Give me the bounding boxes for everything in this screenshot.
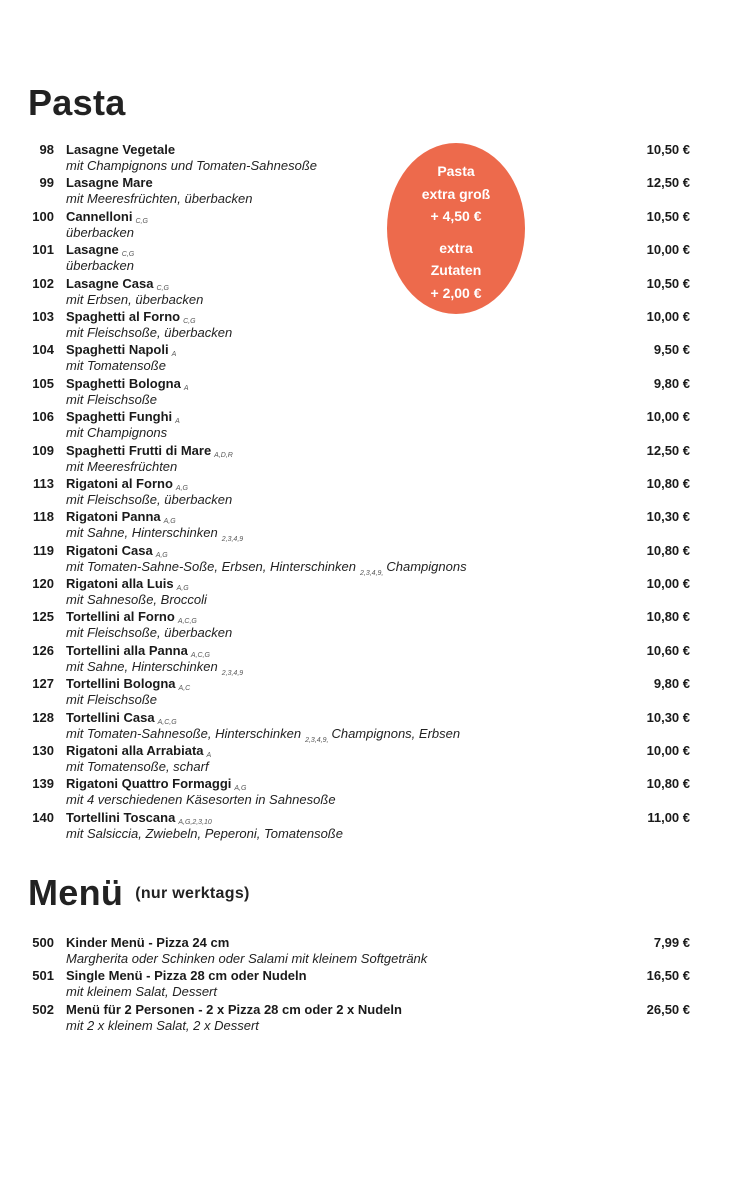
additive-codes: 2,3,4,9, — [305, 736, 329, 744]
item-price: 10,60 € — [646, 642, 690, 658]
item-number: 102 — [32, 275, 54, 291]
description-text: mit Erbsen, überbacken — [66, 291, 204, 307]
menu-item — [0, 968, 754, 1001]
item-name-text: Lasagne — [66, 242, 119, 258]
description-text: überbacken — [66, 224, 134, 240]
menu-item — [0, 810, 754, 843]
item-price: 10,50 € — [646, 208, 690, 224]
menu-item — [0, 476, 754, 509]
item-number: 120 — [32, 576, 54, 592]
description-text: mit Tomaten-Sahne-Soße, Erbsen, Hinterschinken — [66, 558, 356, 574]
item-price: 16,50 € — [646, 968, 690, 984]
allergen-codes: A,D,R — [214, 451, 233, 459]
menu-item — [0, 309, 754, 342]
item-number: 106 — [32, 409, 54, 425]
item-description — [66, 1018, 259, 1034]
item-name — [66, 968, 307, 984]
item-description — [66, 459, 177, 475]
item-price: 10,00 € — [646, 409, 690, 425]
menu-item — [0, 609, 754, 642]
item-number: 104 — [32, 342, 54, 358]
description-text: mit Tomaten-Sahnesoße, Hinterschinken — [66, 725, 302, 741]
item-description — [66, 358, 166, 374]
item-name-text: Single Menü - Pizza 28 cm oder Nudeln — [66, 968, 307, 984]
menu-item — [0, 710, 754, 743]
description-text: Champignons, Erbsen — [331, 725, 461, 741]
menu-section-title — [28, 872, 250, 914]
item-description — [66, 792, 336, 808]
item-name-text: Tortellini Toscana — [66, 809, 176, 825]
item-description — [66, 425, 167, 441]
badge-gap — [387, 228, 525, 237]
item-description — [66, 984, 217, 1000]
item-description — [66, 292, 203, 308]
item-description — [66, 392, 157, 408]
item-price: 10,00 € — [646, 576, 690, 592]
item-price: 11,00 € — [647, 809, 690, 825]
description-text: überbacken — [66, 258, 134, 274]
item-number: 128 — [32, 709, 54, 725]
item-name-text: Tortellini alla Panna — [66, 642, 188, 658]
item-price: 10,50 € — [646, 142, 690, 157]
item-price: 9,80 € — [653, 676, 690, 692]
allergen-codes: A — [175, 418, 180, 426]
description-text: mit Fleischsoße, überbacken — [66, 491, 233, 507]
item-description — [66, 258, 134, 274]
item-description — [66, 692, 157, 708]
badge-line: extra — [439, 239, 473, 256]
menu-item — [0, 342, 754, 375]
item-name-text: Cannelloni — [66, 208, 133, 224]
item-number: 113 — [33, 475, 54, 491]
item-description — [66, 225, 134, 241]
menu-list — [0, 935, 754, 1035]
item-description — [66, 158, 317, 174]
item-name-text: Tortellini al Forno — [66, 609, 175, 625]
description-text: Margherita oder Schinken oder Salami mit kleinem Softgetränk — [66, 951, 428, 966]
item-name-text: Spaghetti Funghi — [66, 409, 173, 425]
item-price: 10,80 € — [646, 776, 690, 792]
item-number: 130 — [32, 743, 54, 759]
item-price: 10,30 € — [646, 509, 690, 525]
item-description — [66, 625, 232, 641]
description-text: mit Meeresfrüchten — [66, 458, 178, 474]
allergen-codes: A,C — [178, 685, 191, 693]
item-description — [66, 826, 343, 842]
allergen-codes: C,G — [135, 217, 148, 225]
item-name-text: Kinder Menü - Pizza 24 cm — [66, 935, 230, 950]
item-name-text: Spaghetti Napoli — [66, 342, 169, 358]
item-name-text: Rigatoni Quattro Formaggi — [66, 776, 232, 792]
item-name-text: Spaghetti Frutti di Mare — [66, 442, 212, 458]
item-number: 105 — [32, 375, 54, 391]
item-name-text: Rigatoni alla Arrabiata — [66, 743, 204, 759]
menu-item — [0, 376, 754, 409]
item-name — [66, 935, 229, 951]
item-number: 127 — [32, 676, 54, 692]
menu-item — [0, 142, 754, 175]
badge-line: extra groß — [421, 185, 491, 202]
allergen-codes: A,C,G — [157, 718, 177, 726]
item-price: 9,50 € — [653, 342, 690, 358]
additive-codes: 2,3,4,9, — [360, 569, 384, 577]
menu-item — [0, 676, 754, 709]
description-text: mit Meeresfrüchten, überbacken — [66, 191, 253, 207]
allergen-codes: A,G — [176, 585, 189, 593]
item-price: 10,50 € — [646, 275, 690, 291]
item-number: 125 — [32, 609, 54, 625]
description-text: Champignons — [386, 558, 467, 574]
item-name — [66, 1002, 402, 1018]
description-text: mit Tomatensoße — [66, 358, 166, 374]
description-text: mit Champignons und Tomaten-Sahnesoße — [66, 158, 317, 173]
item-number: 501 — [32, 968, 54, 984]
item-price: 10,80 € — [646, 542, 690, 558]
item-description — [66, 592, 207, 608]
item-name-text: Spaghetti al Forno — [66, 308, 181, 324]
item-name-text: Spaghetti Bologna — [66, 375, 181, 391]
item-number: 502 — [32, 1001, 54, 1017]
item-number: 100 — [32, 208, 54, 224]
item-name-text: Menü für 2 Personen - 2 x Pizza 28 cm oder 2 x Nudeln — [66, 1001, 402, 1017]
description-text: mit 4 verschiedenen Käsesorten in Sahnesoße — [66, 792, 336, 808]
description-text: mit Fleischsoße, überbacken — [66, 324, 233, 340]
description-text: mit Fleischsoße — [66, 391, 158, 407]
pasta-section-title: Pasta — [28, 82, 126, 123]
menu-title-text: Menü — [28, 872, 124, 913]
item-name-text: Tortellini Bologna — [66, 676, 176, 692]
item-name-text: Rigatoni Casa — [66, 542, 153, 558]
item-number: 101 — [32, 242, 54, 258]
description-text: mit Tomatensoße, scharf — [66, 759, 209, 775]
item-description — [66, 325, 232, 341]
allergen-codes: A,C,G — [177, 618, 197, 626]
allergen-codes: C,G — [156, 284, 169, 292]
menu-item — [0, 209, 754, 242]
menu-item — [0, 175, 754, 208]
additive-codes: 2,3,4,9 — [221, 536, 244, 544]
item-name-text: Lasagne Vegetale — [66, 142, 176, 157]
item-number: 99 — [39, 175, 54, 191]
item-number: 500 — [32, 935, 54, 950]
item-price: 26,50 € — [646, 1001, 690, 1017]
menu-item — [0, 276, 754, 309]
pasta-list — [0, 142, 754, 843]
description-text: mit Fleischsoße — [66, 692, 158, 708]
badge-line: Pasta — [437, 163, 475, 179]
item-price: 10,00 € — [646, 308, 690, 324]
menu-item — [0, 242, 754, 275]
allergen-codes: A,G — [155, 551, 168, 559]
item-price: 10,30 € — [646, 709, 690, 725]
menu-item — [0, 509, 754, 542]
item-description — [66, 759, 209, 775]
menu-item — [0, 935, 754, 968]
item-name-text: Rigatoni Panna — [66, 509, 161, 525]
description-text: mit kleinem Salat, Dessert — [66, 984, 217, 1000]
item-number: 109 — [32, 442, 54, 458]
item-price: 10,80 € — [646, 609, 690, 625]
menu-item — [0, 576, 754, 609]
item-description — [66, 191, 252, 207]
menu-item — [0, 543, 754, 576]
item-price: 10,00 € — [646, 242, 690, 258]
item-name-text: Lasagne Casa — [66, 275, 154, 291]
item-price: 12,50 € — [646, 175, 690, 191]
menu-item — [0, 409, 754, 442]
badge-line: Zutaten — [430, 262, 482, 278]
pasta-extras-badge — [387, 143, 525, 314]
allergen-codes: A,G — [175, 484, 188, 492]
description-text: mit Champignons — [66, 425, 168, 441]
badge-line: + 4,50 € — [430, 208, 482, 224]
item-price: 12,50 € — [646, 442, 690, 458]
allergen-codes: C,G — [183, 317, 196, 325]
allergen-codes: C,G — [121, 251, 135, 259]
item-number: 119 — [33, 542, 54, 558]
menu-weekday-note: (nur werktags) — [135, 885, 250, 902]
menu-item — [0, 443, 754, 476]
menu-item — [0, 643, 754, 676]
additive-codes: 2,3,4,9 — [221, 669, 244, 677]
badge-line: + 2,00 € — [430, 284, 482, 301]
description-text: mit 2 x kleinem Salat, 2 x Dessert — [66, 1017, 259, 1033]
item-number: 126 — [32, 642, 54, 658]
item-description — [66, 951, 427, 967]
allergen-codes: A,C,G — [190, 651, 210, 659]
description-text: mit Salsiccia, Zwiebeln, Peperoni, Tomatensoße — [66, 825, 343, 841]
item-price: 7,99 € — [653, 935, 690, 950]
description-text: mit Sahne, Hinterschinken — [66, 525, 218, 541]
allergen-codes: A,G,2,3,10 — [178, 818, 212, 826]
allergen-codes: A,G — [234, 785, 247, 793]
item-name — [66, 142, 175, 158]
item-name-text: Rigatoni al Forno — [66, 475, 173, 491]
item-number: 103 — [32, 308, 54, 324]
item-price: 10,00 € — [646, 743, 690, 759]
item-name-text: Lasagne Mare — [66, 175, 153, 191]
description-text: mit Sahne, Hinterschinken — [66, 658, 218, 674]
item-description — [66, 492, 232, 508]
item-number: 140 — [32, 809, 54, 825]
item-number: 118 — [33, 509, 54, 525]
allergen-codes: A,G — [163, 518, 176, 526]
item-price: 9,80 € — [653, 375, 690, 391]
allergen-codes: A — [171, 351, 177, 359]
item-name — [66, 175, 153, 191]
allergen-codes: A — [206, 752, 212, 760]
menu-item — [0, 776, 754, 809]
description-text: mit Sahnesoße, Broccoli — [66, 592, 207, 608]
item-number: 139 — [32, 776, 54, 792]
menu-item — [0, 1002, 754, 1035]
item-number: 98 — [39, 142, 54, 157]
item-name-text: Rigatoni alla Luis — [66, 576, 174, 592]
item-price: 10,80 € — [646, 475, 690, 491]
description-text: mit Fleischsoße, überbacken — [66, 625, 233, 641]
allergen-codes: A — [183, 384, 189, 392]
item-name-text: Tortellini Casa — [66, 709, 155, 725]
menu-item — [0, 743, 754, 776]
